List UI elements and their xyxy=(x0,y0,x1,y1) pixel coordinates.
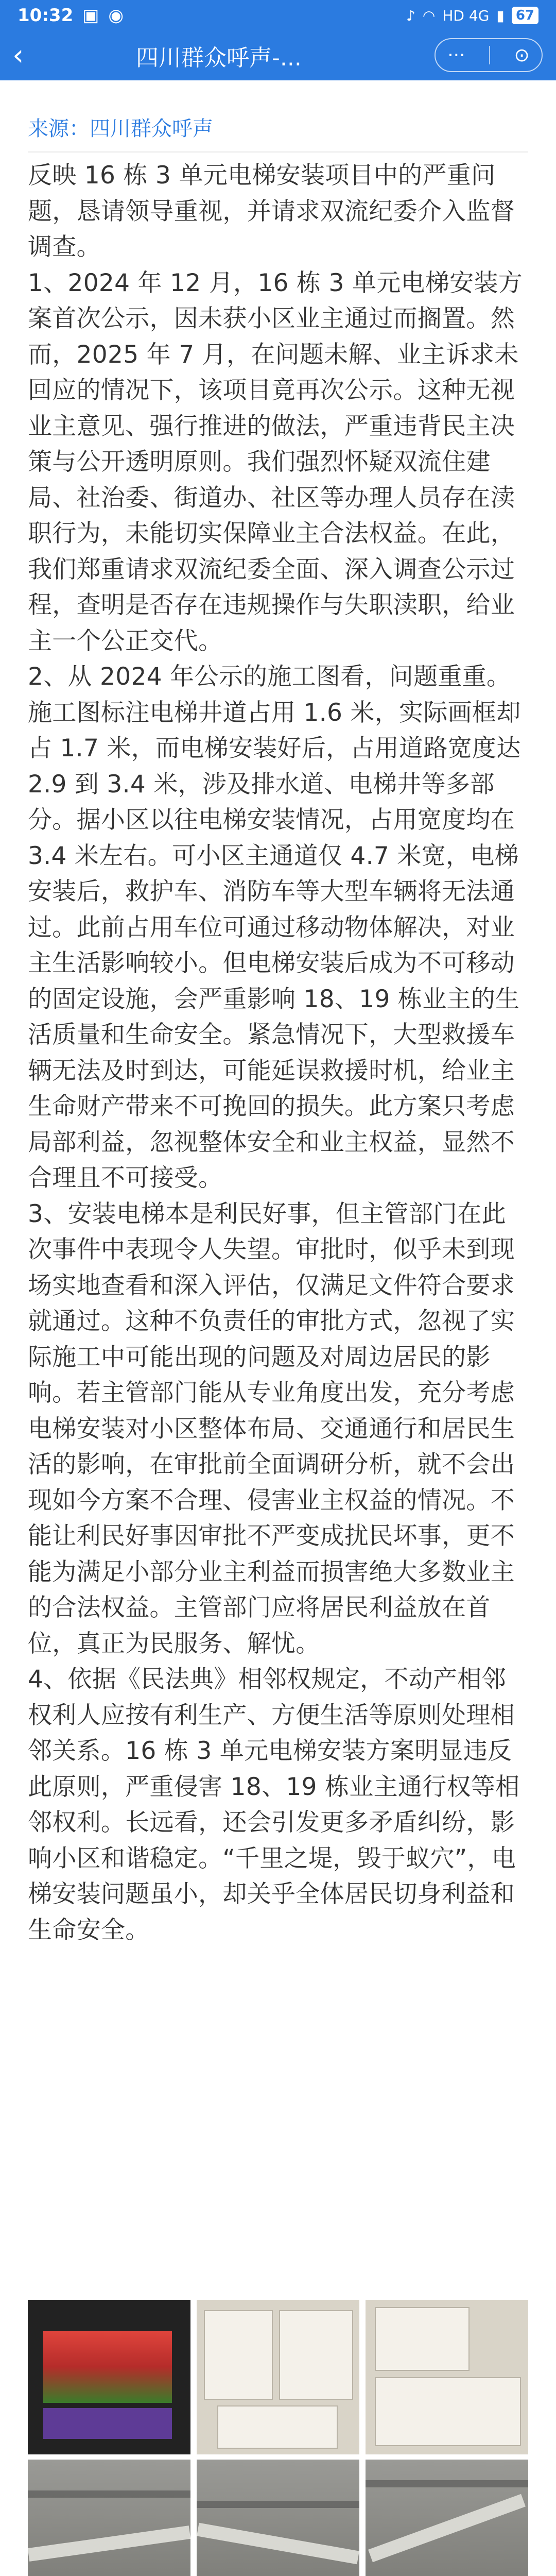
signal-icon: ▮ xyxy=(496,7,505,24)
capsule-menu xyxy=(435,38,543,72)
page-title: 四川群众呼声-... xyxy=(136,45,302,71)
photo-thumbnail[interactable] xyxy=(366,2460,528,2576)
mute-icon: ♪ xyxy=(406,7,415,24)
back-icon[interactable]: ‹ xyxy=(12,39,24,72)
photo-thumbnail[interactable] xyxy=(28,2460,190,2576)
photo-thumbnail[interactable] xyxy=(28,2300,190,2454)
divider xyxy=(28,151,528,152)
wifi-icon: ◠ xyxy=(422,7,436,24)
status-time: 10:32 xyxy=(18,5,74,26)
photo-thumbnail[interactable] xyxy=(366,2300,528,2454)
status-bar xyxy=(0,0,556,31)
capsule-divider xyxy=(489,46,490,64)
close-icon[interactable]: ⊙ xyxy=(514,44,530,66)
more-icon[interactable]: ··· xyxy=(447,44,465,66)
complaint-body: 反映 16 栋 3 单元电梯安装项目中的严重问题，恳请领导重视，并请求双流纪委介入监督调查。 1、2024 年 12 月，16 栋 3 单元电梯安装方案首次公示，因未获小区业主通过而搁置。然而，2025 年 7 月，在问题未解、业主诉求未回应的情况下，该项目竟再次公示。这种无视业主意见、强行推进的做法，严重违背民主决策与公开透明原则。我们强烈怀疑双流住建局、社治委、街道办、社区等办理人员存在渎职行为，未能切实保障业主合法权益。在此，我们郑重请求双流纪委全面、深入调查公示过程，查明是否存在违规操作与失职渎职，给业主一个公正交代。 2、从 2024 年公示的施工图看，问题重重。施工图标注电梯井道占用 1.6 米，实际画框却占 1.7 米，而电梯安装好后，占用道路宽度达 2.9 到 3.4 米，涉及排水道、电梯井等多部分。据小区以往电梯安装情况，占用宽度均在 3.4 米左右。可小区主通道仅 4.7 米宽，电梯安装后，救护车、消防车等大型车辆将无法通过。此前占用车位可通过移动物体解决，对业主生活影响较小。但电梯安装后成为不可移动的固定设施，会严重影响 18、19 栋业主的生活质量和生命安全。紧急情况下，大型救援车辆无法及时到达，可能延误救援时机，给业主生命财产带来不可挽回的损失。此方案只考虑局部利益，忽视整体安全和业主权益，显然不合理且不可接受。 3、安装电梯本是利民好事，但主管部门在此次事件中表现令人失望。审批时，似乎未到现场实地查看和深入评估，仅满足文件符合要求就通过。这种不负责任的审批方式，忽视了实际施工中可能出现的问题及对周边居民的影响。若主管部门能从专业角度出发，充分考虑电梯安装对小区整体布局、交通通行和居民生活的影响，在审批前全面调研分析，就不会出现如今方案不合理、侵害业主权益的情况。不能让利民好事因审批不严变成扰民坏事，更不能为满足小部分业主利益而损害绝大多数业主的合法权益。主管部门应将居民利益放在首位，真正为民服务、解忧。 4、依据《民法典》相邻权规定，不动产相邻权利人应按有利生产、方便生活等原则处理相邻关系。16 栋 3 单元电梯安装方案明显违反此原则，严重侵害 18、19 栋业主通行权等相邻权利。长远看，还会引发更多矛盾纠纷，影响小区和谐稳定。“千里之堤，毁于蚁穴”，电梯安装问题虽小，却关乎全体居民切身利益和生命安全。 xyxy=(28,161,523,1944)
notification-icon-2: ◉ xyxy=(108,5,124,26)
signal-text: HD 4G xyxy=(442,7,490,24)
photo-thumbnail[interactable] xyxy=(197,2460,359,2576)
notification-icon: ▣ xyxy=(82,5,99,26)
status-right xyxy=(406,7,538,24)
photo-thumbnail[interactable] xyxy=(197,2300,359,2454)
battery-level: 67 xyxy=(512,7,538,24)
status-left xyxy=(18,5,124,26)
nav-bar xyxy=(0,31,556,80)
complaint-card xyxy=(0,80,556,2576)
complaint-source: 来源：四川群众呼声 xyxy=(28,117,213,141)
